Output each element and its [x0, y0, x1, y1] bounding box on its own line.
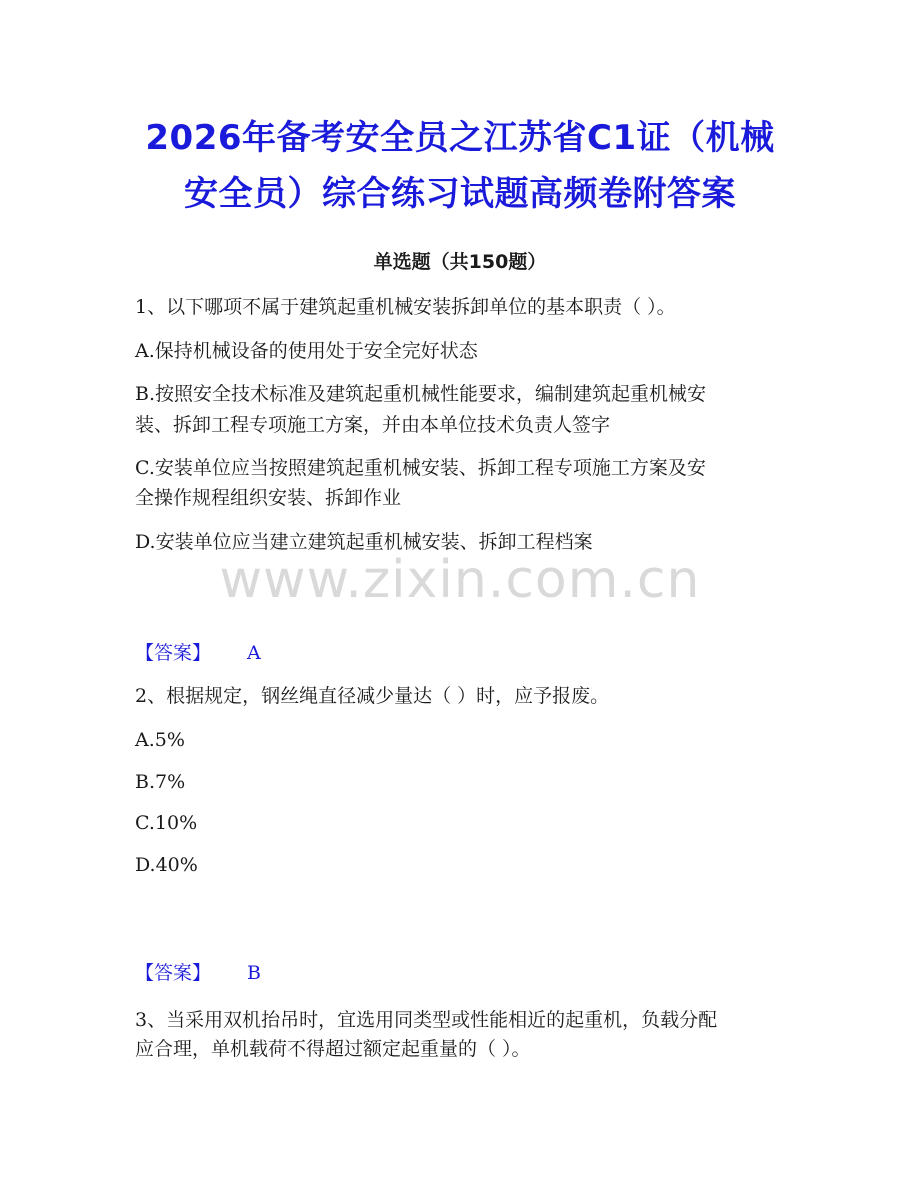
answer-value: A: [247, 642, 261, 664]
answer-label: 【答案】: [135, 642, 212, 664]
question-3-stem-line-2: 应合理，单机载荷不得超过额定起重量的（ ）。: [135, 1038, 531, 1060]
question-1-answer: [135, 637, 261, 669]
question-3-stem-line-1: 3、当采用双机抬吊时，宜选用同类型或性能相近的起重机，负载分配: [135, 1009, 718, 1031]
question-2-stem: 2、根据规定，钢丝绳直径减少量达（ ）时，应予报废。: [135, 685, 610, 707]
question-2-option-c: C.10%: [135, 812, 198, 834]
question-2-option-a: A.5%: [135, 729, 185, 751]
answer-value: B: [247, 962, 261, 984]
question-1-stem: 1、以下哪项不属于建筑起重机械安装拆卸单位的基本职责（ ）。: [135, 296, 676, 318]
question-1-option-b-line-1: B.按照安全技术标准及建筑起重机械性能要求，编制建筑起重机械安: [135, 383, 707, 405]
document-title: [100, 110, 820, 222]
question-2-option-d: D.40%: [135, 854, 198, 876]
question-2-answer: [135, 957, 261, 989]
section-title: 单选题（共150题）: [373, 251, 547, 273]
watermark: www.zixin.com.cn: [219, 550, 701, 610]
document-title-line-2: 安全员）综合练习试题高频卷附答案: [184, 174, 736, 214]
question-1-option-a: A.保持机械设备的使用处于安全完好状态: [135, 340, 478, 362]
question-1-option-b-line-2: 装、拆卸工程专项施工方案，并由本单位技术负责人签字: [135, 414, 611, 436]
question-1-option-d: D.安装单位应当建立建筑起重机械安装、拆卸工程档案: [135, 531, 593, 553]
question-1-option-c-line-1: C.安装单位应当按照建筑起重机械安装、拆卸工程专项施工方案及安: [135, 457, 706, 479]
answer-label: 【答案】: [135, 962, 212, 984]
document-title-line-1: 2026年备考安全员之江苏省C1证（机械: [145, 118, 775, 158]
question-1-option-c-line-2: 全操作规程组织安装、拆卸作业: [135, 487, 402, 509]
question-2-option-b: B.7%: [135, 771, 186, 793]
